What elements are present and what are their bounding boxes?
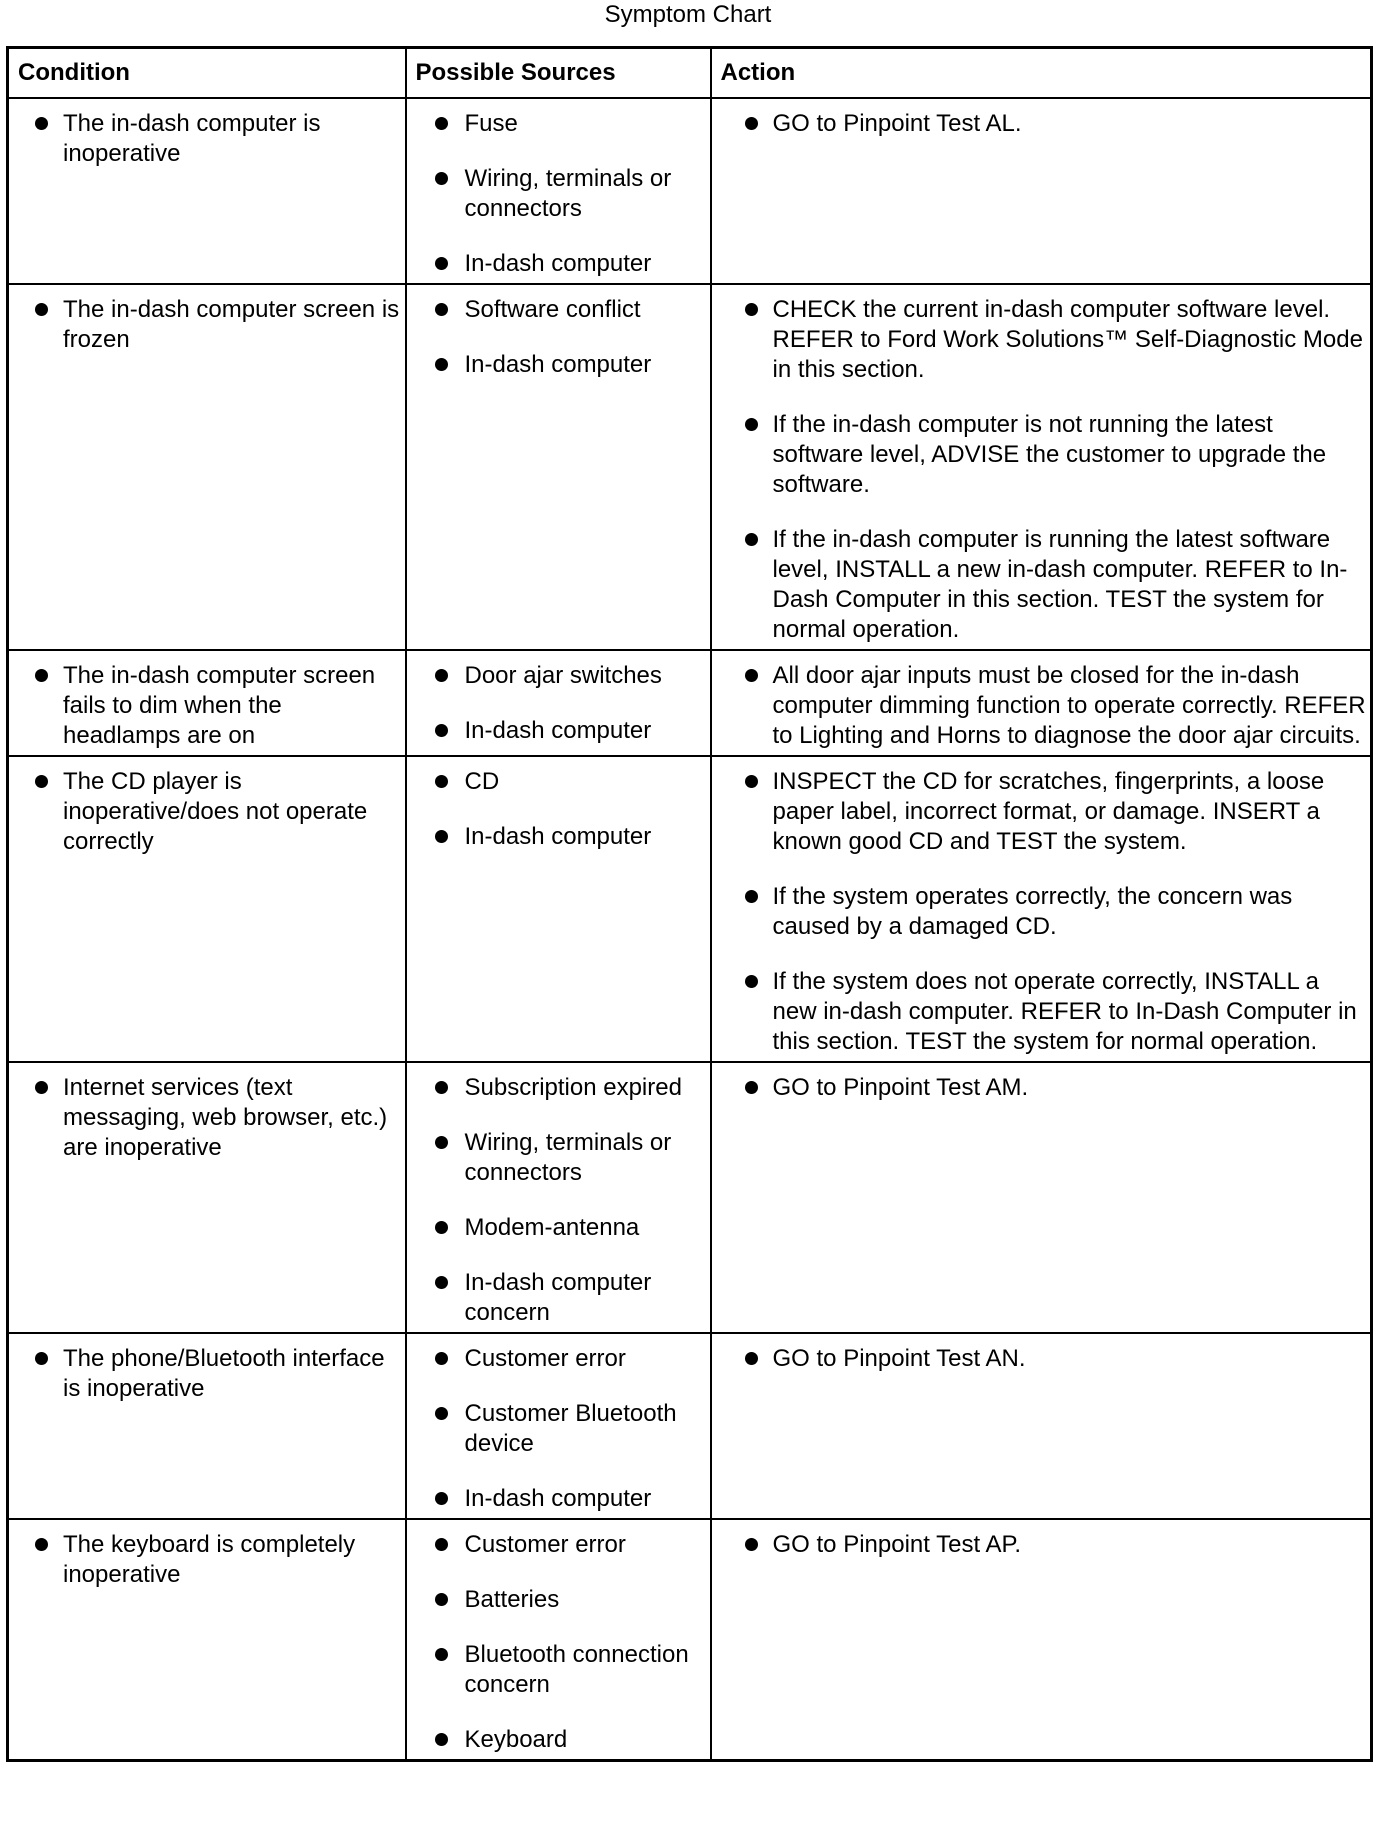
table-row	[8, 284, 1372, 650]
list-item	[21, 1344, 401, 1404]
list-item	[419, 1484, 706, 1514]
source-item: CD	[464, 768, 500, 795]
page-title: Symptom Chart	[604, 1, 772, 28]
bullet-list	[724, 1530, 1367, 1560]
bullet-icon	[745, 303, 758, 316]
sources-cell	[406, 98, 711, 284]
source-item: Customer Bluetooth device	[464, 1400, 677, 1457]
bullet-icon	[435, 1593, 448, 1606]
source-item: Subscription expired	[464, 1074, 682, 1101]
bullet-icon	[745, 418, 758, 431]
condition-item: The keyboard is completely inoperative	[63, 1531, 356, 1588]
bullet-icon	[435, 1352, 448, 1365]
source-item: Batteries	[464, 1586, 560, 1613]
bullet-list	[419, 1073, 706, 1328]
sources-cell	[406, 756, 711, 1062]
list-item	[419, 661, 706, 691]
list-item	[419, 109, 706, 139]
source-item: Customer error	[464, 1345, 626, 1372]
condition-item: The in-dash computer is inoperative	[63, 110, 321, 167]
bullet-icon	[435, 1081, 448, 1094]
header-action: Action	[711, 48, 1372, 99]
action-cell	[711, 1333, 1372, 1519]
list-item	[21, 295, 401, 355]
source-item: In-dash computer	[464, 1485, 652, 1512]
bullet-icon	[745, 775, 758, 788]
table-row	[8, 1062, 1372, 1333]
condition-item: Internet services (text messaging, web browser, etc.) are inoperative	[63, 1074, 388, 1161]
list-item	[419, 1640, 706, 1700]
bullet-list	[21, 1530, 401, 1590]
list-item	[419, 164, 706, 224]
source-item: Software conflict	[464, 296, 641, 323]
action-cell	[711, 650, 1372, 756]
bullet-list	[724, 295, 1367, 645]
bullet-list	[419, 1530, 706, 1755]
list-item	[419, 1268, 706, 1328]
condition-cell	[8, 98, 406, 284]
bullet-list	[724, 1073, 1367, 1103]
source-item: In-dash computer	[464, 717, 652, 744]
bullet-icon	[35, 117, 48, 130]
source-item: Customer error	[464, 1531, 626, 1558]
list-item	[419, 767, 706, 797]
source-item: In-dash computer	[464, 351, 652, 378]
condition-item: The phone/Bluetooth interface is inoperative	[63, 1345, 385, 1402]
bullet-icon	[745, 533, 758, 546]
bullet-icon	[435, 1538, 448, 1551]
list-item	[419, 1399, 706, 1459]
action-cell	[711, 1519, 1372, 1761]
bullet-icon	[745, 890, 758, 903]
symptom-chart-table	[6, 46, 1373, 1762]
source-item: In-dash computer	[464, 250, 652, 277]
condition-item: The in-dash computer screen is frozen	[63, 296, 400, 353]
bullet-list	[724, 661, 1367, 751]
bullet-icon	[745, 1081, 758, 1094]
bullet-icon	[435, 1733, 448, 1746]
bullet-icon	[35, 1352, 48, 1365]
list-item	[724, 109, 1367, 139]
source-item: Wiring, terminals or connectors	[464, 165, 672, 222]
list-item	[724, 1344, 1367, 1374]
header-possible-sources: Possible Sources	[406, 48, 711, 99]
chart-body	[8, 98, 1372, 1761]
bullet-icon	[435, 117, 448, 130]
list-item	[419, 295, 706, 325]
bullet-list	[419, 661, 706, 746]
list-item	[724, 295, 1367, 385]
action-item: GO to Pinpoint Test AM.	[772, 1074, 1029, 1101]
list-item	[419, 1344, 706, 1374]
bullet-icon	[435, 1136, 448, 1149]
action-cell	[711, 1062, 1372, 1333]
source-item: Door ajar switches	[464, 662, 662, 689]
condition-cell	[8, 1519, 406, 1761]
bullet-icon	[435, 257, 448, 270]
bullet-icon	[435, 303, 448, 316]
bullet-list	[21, 109, 401, 169]
list-item	[419, 1073, 706, 1103]
bullet-icon	[435, 1648, 448, 1661]
bullet-list	[724, 767, 1367, 1057]
condition-item: The CD player is inoperative/does not operate correctly	[63, 768, 368, 855]
list-item	[419, 1213, 706, 1243]
bullet-list	[724, 109, 1367, 139]
bullet-list	[419, 109, 706, 279]
bullet-icon	[435, 1276, 448, 1289]
bullet-list	[21, 295, 401, 355]
bullet-icon	[745, 1352, 758, 1365]
condition-item: The in-dash computer screen fails to dim when the headlamps are on	[63, 662, 376, 749]
list-item	[419, 1128, 706, 1188]
list-item	[419, 1530, 706, 1560]
table-row	[8, 1519, 1372, 1761]
list-item	[724, 882, 1367, 942]
list-item	[724, 1073, 1367, 1103]
sources-cell	[406, 1062, 711, 1333]
sources-cell	[406, 1333, 711, 1519]
bullet-icon	[435, 669, 448, 682]
bullet-list	[21, 767, 401, 857]
list-item	[419, 716, 706, 746]
action-item: CHECK the current in-dash computer software level. REFER to Ford Work Solutions™ Self-Diagnostic Mode in this section.	[772, 296, 1363, 383]
list-item	[419, 350, 706, 380]
action-item: GO to Pinpoint Test AP.	[772, 1531, 1022, 1558]
bullet-icon	[745, 669, 758, 682]
bullet-icon	[435, 172, 448, 185]
list-item	[419, 1725, 706, 1755]
bullet-icon	[35, 1081, 48, 1094]
list-item	[419, 822, 706, 852]
bullet-icon	[435, 1492, 448, 1505]
source-item: Bluetooth connection concern	[464, 1641, 689, 1698]
list-item	[21, 661, 401, 751]
bullet-list	[419, 1344, 706, 1514]
list-item	[724, 1530, 1367, 1560]
header-condition: Condition	[8, 48, 406, 99]
list-item	[724, 410, 1367, 500]
action-cell	[711, 98, 1372, 284]
bullet-icon	[35, 303, 48, 316]
bullet-icon	[435, 724, 448, 737]
sources-cell	[406, 650, 711, 756]
bullet-icon	[435, 830, 448, 843]
source-item: Keyboard	[464, 1726, 568, 1753]
header-row	[8, 48, 1372, 99]
sources-cell	[406, 1519, 711, 1761]
bullet-list	[724, 1344, 1367, 1374]
bullet-icon	[35, 669, 48, 682]
table-row	[8, 650, 1372, 756]
list-item	[724, 767, 1367, 857]
action-item: All door ajar inputs must be closed for the in-dash computer dimming function to operate correctly. REFER to Lighting and Horns to diagnose the door ajar circuits.	[772, 662, 1366, 749]
condition-cell	[8, 1062, 406, 1333]
bullet-icon	[745, 117, 758, 130]
condition-cell	[8, 756, 406, 1062]
table-row	[8, 1333, 1372, 1519]
action-cell	[711, 284, 1372, 650]
bullet-icon	[435, 358, 448, 371]
list-item	[419, 249, 706, 279]
table-row	[8, 98, 1372, 284]
action-item: INSPECT the CD for scratches, fingerprints, a loose paper label, incorrect format, or damage. INSERT a known good CD and TEST the system.	[772, 768, 1325, 855]
list-item	[419, 1585, 706, 1615]
list-item	[21, 109, 401, 169]
condition-cell	[8, 1333, 406, 1519]
action-item: If the system does not operate correctly, INSTALL a new in-dash computer. REFER to In-Dash Computer in this section. TEST the system for normal operation.	[772, 968, 1357, 1055]
bullet-list	[419, 767, 706, 852]
source-item: In-dash computer	[464, 823, 652, 850]
bullet-icon	[435, 1221, 448, 1234]
action-item: GO to Pinpoint Test AL.	[772, 110, 1022, 137]
list-item	[724, 661, 1367, 751]
list-item	[724, 967, 1367, 1057]
condition-cell	[8, 650, 406, 756]
action-item: GO to Pinpoint Test AN.	[772, 1345, 1026, 1372]
bullet-icon	[35, 775, 48, 788]
action-item: If the in-dash computer is running the latest software level, INSTALL a new in-dash computer. REFER to In-Dash Computer in this section. TEST the system for normal operation.	[772, 526, 1348, 643]
bullet-icon	[435, 775, 448, 788]
source-item: Fuse	[464, 110, 518, 137]
list-item	[21, 1073, 401, 1163]
bullet-list	[21, 1344, 401, 1404]
table-row	[8, 756, 1372, 1062]
bullet-list	[21, 661, 401, 751]
action-item: If the in-dash computer is not running the latest software level, ADVISE the customer to upgrade the software.	[772, 411, 1327, 498]
bullet-icon	[435, 1407, 448, 1420]
action-item: If the system operates correctly, the concern was caused by a damaged CD.	[772, 883, 1293, 940]
source-item: In-dash computer concern	[464, 1269, 652, 1326]
bullet-icon	[745, 1538, 758, 1551]
sources-cell	[406, 284, 711, 650]
bullet-list	[21, 1073, 401, 1163]
list-item	[21, 767, 401, 857]
bullet-icon	[745, 975, 758, 988]
bullet-icon	[35, 1538, 48, 1551]
source-item: Wiring, terminals or connectors	[464, 1129, 672, 1186]
condition-cell	[8, 284, 406, 650]
list-item	[21, 1530, 401, 1590]
bullet-list	[419, 295, 706, 380]
list-item	[724, 525, 1367, 645]
action-cell	[711, 756, 1372, 1062]
source-item: Modem-antenna	[464, 1214, 640, 1241]
